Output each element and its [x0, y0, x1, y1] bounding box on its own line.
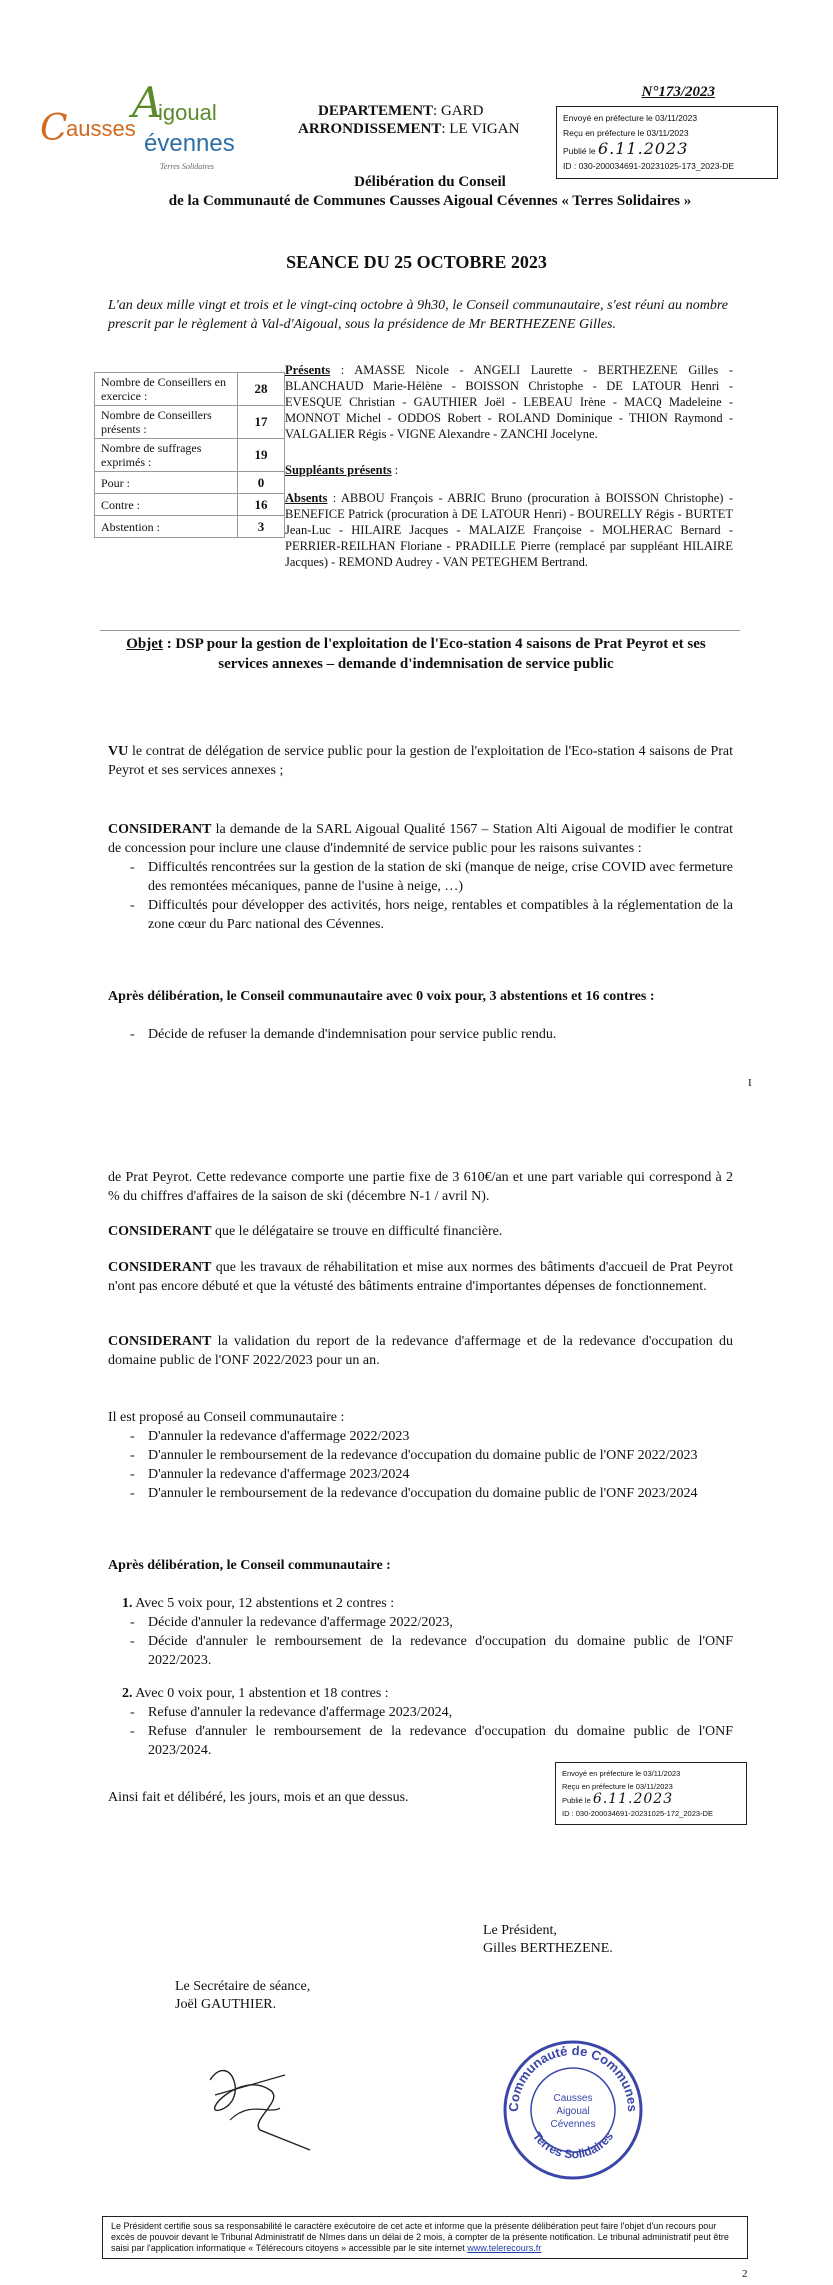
- list-item: - D'annuler la redevance d'affermage 2022/2023: [108, 1427, 733, 1446]
- considerant-2: CONSIDERANT que le délégataire se trouve en difficulté financière.: [108, 1224, 503, 1239]
- department-label: DEPARTEMENT: [318, 103, 434, 119]
- proposal-list: [108, 1427, 733, 1503]
- stamp-received: Reçu en préfecture le 03/11/2023: [563, 128, 689, 138]
- department-line: [318, 103, 483, 120]
- stamp-bottom-published: Publié le 6.11.2023: [562, 1791, 674, 1807]
- prefecture-stamp-bottom: [555, 1762, 747, 1825]
- secretary-signature: [190, 2040, 330, 2160]
- community-seal: [498, 2035, 648, 2185]
- vote-1-block: [108, 1594, 733, 1670]
- reference-number: N°173/2023: [641, 84, 715, 100]
- count-label: Contre :: [95, 494, 238, 516]
- count-value: 16: [238, 494, 285, 516]
- count-row: [95, 516, 285, 538]
- count-label: Nombre de Conseillers présents :: [95, 406, 238, 439]
- list-item: - Refuse d'annuler le remboursement de la redevance d'occupation du domaine public de l'ONF 2023/2024.: [108, 1722, 733, 1760]
- vote-1-number: 1.: [122, 1596, 133, 1611]
- suppleants-list: :: [391, 463, 399, 477]
- suppleants-block: [285, 462, 733, 478]
- vote-2-block: [108, 1684, 733, 1760]
- logo-letter-c: C: [40, 108, 68, 149]
- footer-text: Le Président certifie sous sa responsabilité le caractère exécutoire de cet acte et informe que la présente délibération peut faire l'objet d'un recours pour excès de pouvoir devant le Tribunal Administratif de Nîmes dans un délai de 2 mois, à compter de la présente notification. Le tribunal administratif peut être saisi par l'application informatique « Télérecours citoyens » accessible par le site internet: [111, 2221, 729, 2253]
- absents-list: : ABBOU François - ABRIC Bruno (procuration à BOISSON Christophe) - BENEFICE Patrick (procuration à DE LATOUR Henri) - BOURELLY Régis - BURTET Jean-Luc - HILAIRE Jacques - MALAIZE Françoise - MOLHERAC Bernard - PERRIER-REILHAN Floriane - PRADILLE Pierre (remplacé par suppléant HILAIRE Jacques) - REMOND Audrey - VAN PETEGHEM Bertrand.: [285, 491, 733, 569]
- presents-block: [285, 362, 733, 442]
- margin-mark: I: [748, 1077, 752, 1089]
- vu-paragraph: VU le contrat de délégation de service public pour la gestion de l'exploitation de l'Eco-station 4 saisons de Prat Peyrot et ses services annexes ;: [108, 744, 733, 778]
- decision-1-list: [108, 1025, 733, 1044]
- list-item: - Difficultés rencontrées sur la gestion de la station de ski (manque de neige, crise COVID avec fermeture des remontées mécaniques, panne de l'usine à neige, …): [108, 858, 733, 896]
- apres-deliberation-2: Après délibération, le Conseil communautaire :: [108, 1558, 391, 1573]
- stamp-published: Publié le 6.11.2023: [563, 139, 689, 158]
- stamp-bottom-published-hand: 6.11.2023: [592, 1791, 674, 1807]
- considerant-3: CONSIDERANT que les travaux de réhabilitation et mise aux normes des bâtiments d'accueil de Prat Peyrot n'ont pas encore débuté et que la vétusté des bâtiments entraine d'importantes dépenses de fonctionnement.: [108, 1260, 733, 1294]
- arrondissement-line: [298, 121, 519, 138]
- count-label: Pour :: [95, 472, 238, 494]
- considerant-4: CONSIDERANT la validation du report de la redevance d'affermage et de la redevance d'occupation du domaine public de l'ONF 2022/2023 pour un an.: [108, 1334, 733, 1368]
- count-label: Nombre de suffrages exprimés :: [95, 439, 238, 472]
- seance-title: SEANCE DU 25 OCTOBRE 2023: [286, 252, 547, 272]
- seal-center-2: Aigoual: [556, 2106, 590, 2117]
- secretaire-block: [175, 1978, 310, 2014]
- absents-block: [285, 490, 733, 570]
- svg-text:Terres Solidaires: [530, 2129, 616, 2161]
- secretaire-title: Le Secrétaire de séance,: [175, 1979, 311, 1994]
- list-item: - Décide d'annuler la redevance d'affermage 2022/2023,: [108, 1613, 733, 1632]
- count-value: 17: [238, 406, 285, 439]
- president-title: Le Président,: [483, 1923, 557, 1938]
- count-label: Nombre de Conseillers en exercice :: [95, 373, 238, 406]
- count-row: [95, 494, 285, 516]
- ainsi-fait: Ainsi fait et délibéré, les jours, mois et an que dessus.: [108, 1790, 409, 1805]
- decision-1: [108, 1025, 733, 1044]
- secretaire-name: Joël GAUTHIER.: [175, 1997, 277, 2012]
- logo-igoual: igoual: [158, 100, 217, 125]
- redevance-paragraph: de Prat Peyrot. Cette redevance comporte une partie fixe de 3 610€/an et une part variable qui correspond à 2 % du chiffres d'affaires de la saison de ski (décembre N-1 / avril N).: [108, 1170, 733, 1204]
- presents-list: : AMASSE Nicole - ANGELI Laurette - BERTHEZENE Gilles - BLANCHAUD Marie-Hélène - BOISSON Christophe - DE LATOUR Henri - EVESQUE Christian - GAUTHIER Joël - LEBEAU Irène - MACQ Madeleine - MONNOT Michel - ODDOS Robert - ROLAND Dominique - THION Raymond - VALGALIER Régis - VIGNE Alexandre - ZANCHI Jocelyne.: [285, 363, 733, 441]
- proposal-block: [108, 1408, 733, 1503]
- logo: [40, 78, 235, 171]
- stamp-id: ID : 030-200034691-20231025-173_2023-DE: [563, 161, 735, 171]
- list-item: - D'annuler le remboursement de la redevance d'occupation du domaine public de l'ONF 2022/2023: [108, 1446, 733, 1465]
- considerant-1: CONSIDERANT la demande de la SARL Aigoual Qualité 1567 – Station Alti Aigoual de modifier le contrat de concession pour inclure une clause d'indemnité de service public pour les raisons suivantes : - Difficultés rencontrées sur la gestion de la station de ski (manque de neige, crise COVID avec fermeture des remontées mécaniques, panne de l'usine à neige, …) - Difficultés pour développer des activités, hors neige, rentables et compatibles à la réglementation de la zone cœur du Parc national des Cévennes.: [108, 820, 733, 934]
- considerant-1-list: [108, 858, 733, 934]
- vote-2-list: [108, 1703, 733, 1760]
- objet-label: Objet: [126, 636, 163, 652]
- vote-1-text: Avec 5 voix pour, 12 abstentions et 2 contres :: [135, 1596, 395, 1611]
- list-item: - Difficultés pour développer des activités, hors neige, rentables et compatibles à la réglementation de la zone cœur du Parc national des Cévennes.: [108, 896, 733, 934]
- stamp-bottom-sent: Envoyé en préfecture le 03/11/2023: [562, 1769, 681, 1778]
- stamp-published-hand: 6.11.2023: [597, 139, 689, 158]
- vote-2-number: 2.: [122, 1686, 133, 1701]
- count-row: [95, 439, 285, 472]
- arrondissement-label: ARRONDISSEMENT: [298, 121, 442, 137]
- objet-block: [102, 634, 730, 674]
- telerecours-link[interactable]: www.telerecours.fr: [467, 2243, 542, 2253]
- prefecture-stamp-top: [556, 106, 778, 179]
- stamp-bottom-received: Reçu en préfecture le 03/11/2023: [562, 1782, 673, 1791]
- seal-ring-top: Communauté de Communes: [505, 2042, 641, 2113]
- presents-label: Présents: [285, 363, 331, 377]
- absents-label: Absents: [285, 491, 328, 505]
- count-row: [95, 373, 285, 406]
- president-name: Gilles BERTHEZENE.: [483, 1941, 613, 1956]
- list-item: - Décide de refuser la demande d'indemnisation pour service public rendu.: [108, 1025, 733, 1044]
- seal-center-1: Causses: [553, 2093, 593, 2104]
- objet-divider: [100, 630, 740, 631]
- objet-text: : DSP pour la gestion de l'exploitation de l'Eco-station 4 saisons de Prat Peyrot et ses services annexes – demande d'indemnisation de service public: [162, 636, 706, 672]
- page-number: 2: [742, 2268, 748, 2280]
- logo-letter-a: A: [132, 78, 163, 127]
- list-item: - Refuse d'annuler la redevance d'affermage 2023/2024,: [108, 1703, 733, 1722]
- intro-paragraph: L'an deux mille vingt et trois et le vingt-cinq octobre à 9h30, le Conseil communautaire, s'est réuni au nombre prescrit par le règlement à Val-d'Aigoual, sous la présidence de Mr BERTHEZENE Gilles.: [108, 298, 728, 332]
- stamp-bottom-id: ID : 030-200034691-20231025-172_2023-DE: [562, 1809, 713, 1818]
- count-value: 19: [238, 439, 285, 472]
- logo-subtitle: Terres Solidaires: [160, 162, 215, 171]
- count-row: [95, 472, 285, 494]
- proposal-intro: Il est proposé au Conseil communautaire :: [108, 1410, 345, 1425]
- arrondissement-value: : LE VIGAN: [441, 121, 520, 137]
- count-label: Abstention :: [95, 516, 238, 538]
- deliberation-subtitle: de la Communauté de Communes Causses Aigoual Cévennes « Terres Solidaires »: [168, 193, 692, 209]
- vote-2-text: Avec 0 voix pour, 1 abstention et 18 contres :: [135, 1686, 389, 1701]
- count-value: 3: [238, 516, 285, 538]
- count-row: [95, 406, 285, 439]
- logo-ausses: ausses: [66, 116, 136, 141]
- count-value: 0: [238, 472, 285, 494]
- president-block: [483, 1922, 613, 1958]
- vote-1-list: [108, 1613, 733, 1670]
- list-item: - D'annuler le remboursement de la redevance d'occupation du domaine public de l'ONF 2023/2024: [108, 1484, 733, 1503]
- logo-cevennes: évennes: [144, 130, 235, 157]
- list-item: - D'annuler la redevance d'affermage 2023/2024: [108, 1465, 733, 1484]
- deliberation-title: Délibération du Conseil: [354, 174, 506, 190]
- vote-counts-table: [94, 372, 285, 538]
- legal-footer: [102, 2216, 748, 2259]
- stamp-sent: Envoyé en préfecture le 03/11/2023: [563, 113, 698, 123]
- seal-center-3: Cévennes: [550, 2119, 596, 2130]
- seal-ring-bottom: Terres Solidaires: [529, 2129, 617, 2162]
- count-value: 28: [238, 373, 285, 406]
- list-item: - Décide d'annuler le remboursement de la redevance d'occupation du domaine public de l'ONF 2022/2023.: [108, 1632, 733, 1670]
- suppleants-label: Suppléants présents: [285, 463, 392, 477]
- apres-deliberation-1: Après délibération, le Conseil communautaire avec 0 voix pour, 3 abstentions et 16 contres :: [108, 989, 655, 1004]
- department-value: : GARD: [433, 103, 484, 119]
